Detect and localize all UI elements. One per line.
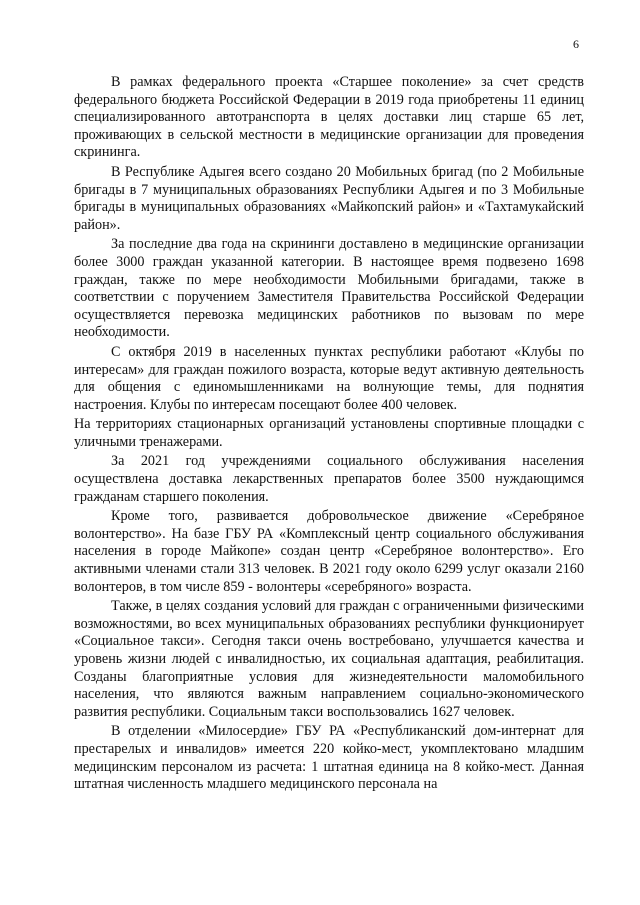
document-body xyxy=(74,74,584,796)
paragraph-8: Также, в целях создания условий для граждан с ограниченными физическими возможностями, во всех муниципальных образованиях республики функционирует «Социальное такси». Сегодня такси очень востребовано, улучшается качества и уровень жизни людей с инвалидностью, их социальная адаптация, реабилитация. Созданы благоприятные условия для жизнедеятельности маломобильного населения, что являются важным направлением социально-экономического развития республики. Социальным такси воспользовались 1627 человек. xyxy=(74,598,584,720)
paragraph-5: На территориях стационарных организаций установлены спортивные площадки с уличными тренажерами. xyxy=(74,416,584,450)
paragraph-9: В отделении «Милосердие» ГБУ РА «Республиканский дом-интернат для престарелых и инвалидов» имеется 220 койко-мест, укомплектовано младшим медицинским персоналом из расчета: 1 штатная единица на 8 койко-мест. Данная штатная численность младшего медицинского персонала на xyxy=(74,723,584,793)
paragraph-4: С октября 2019 в населенных пунктах республики работают «Клубы по интересам» для граждан пожилого возраста, которые ведут активную деятельность для общения с единомышленниками на волнующие темы, для поднятия настроения. Клубы по интересам посещают более 400 человек. xyxy=(74,343,584,413)
paragraph-7: Кроме того, развивается добровольческое движение «Серебряное волонтерство». На базе ГБУ РА «Комплексный центр социального обслуживания населения в городе Майкопе» создан центр «Серебряное волонтерство». Его активными членами стали 313 человек. В 2021 году около 6299 услуг оказали 2160 волонтеров, в том числе 859 - волонтеры «серебряного» возраста. xyxy=(74,508,584,595)
paragraph-6: За 2021 год учреждениями социального обслуживания населения осуществлена доставка лекарственных препаратов более 3500 нуждающимся гражданам старшего поколения. xyxy=(74,453,584,505)
paragraph-2: В Республике Адыгея всего создано 20 Мобильных бригад (по 2 Мобильные бригады в 7 муниципальных образованиях Республики Адыгея и по 3 Мобильные бригады в муниципальных образованиях «Майкопский район» и «Тахтамукайский район». xyxy=(74,163,584,233)
paragraph-1: В рамках федерального проекта «Старшее поколение» за счет средств федерального бюджета Российской Федерации в 2019 года приобретены 11 единиц специализированного автотранспорта в целях доставки лиц старше 65 лет, проживающих в сельской местности в медицинские организации для проведения скрининга. xyxy=(74,74,584,161)
page-number: 6 xyxy=(573,37,579,51)
paragraph-3: За последние два года на скрининги доставлено в медицинские организации более 3000 граждан указанной категории. В настоящее время подвезено 1698 граждан, также по мере необходимости Мобильными бригадами, также в соответствии с поручением Заместителя Правительства Российской Федерации осуществляется перевозка медицинских работников по вызовам по мере необходимости. xyxy=(74,236,584,341)
